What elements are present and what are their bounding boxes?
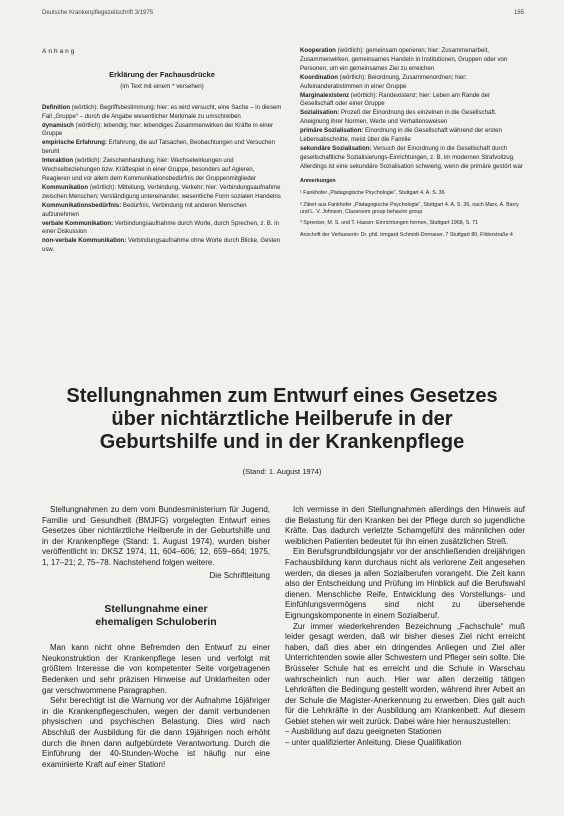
article-title xyxy=(30,385,534,454)
glossary-definition: (wörtlich): gemeinsam operieren; hier: Zusammenarbeit, Zusammenwirken, gemeinsames Handeln in Institutionen, Gruppen oder von Personen, um ein gemeinsames Ziel zu erreichen xyxy=(300,47,508,72)
section-title-line: ehemaligen Schuloberin xyxy=(95,616,217,629)
glossary-definition: Verbindungsaufnahme durch Worte, durch Sprechen, z. B. in einer Diskussion xyxy=(42,219,279,236)
glossary-definition: Erfahrung, die auf Tatsachen, Beobachtungen und Versuchen beruht xyxy=(42,139,275,156)
glossary-definition: Versuch der Einordnung in die Gesellschaft durch gesellschaftliche Sozialisierungs-Einrichtungen, z. B. im modernen Strafvollzug. Allerdings ist eine sekundäre Sozialisation schwierig, wenn die primäre gestört war xyxy=(300,144,523,170)
glossary-entry xyxy=(42,220,282,238)
glossary-entry xyxy=(300,74,524,92)
glossary-term: Interaktion xyxy=(42,157,74,165)
section-title-line: Stellungnahme einer xyxy=(104,603,208,616)
title-line: Stellungnahmen zum Entwurf eines Gesetzes xyxy=(66,385,498,407)
footnotes-heading: Anmerkungen xyxy=(300,177,336,184)
glossary-list xyxy=(42,104,282,255)
body-paragraph: Ich vermisse in den Stellungnahmen allerdings den Hinweis auf die Belastung für den Kranken bei der Pflege durch so jugendliche Kräfte. Das dadurch verletzte Schamgefühl des männlichen oder weiblichen Patienten bedeutet für ihn einen zusätzlichen Streß. xyxy=(285,505,525,546)
glossary-entry xyxy=(300,145,524,172)
title-line: über nichtärztliche Heilberufe in der xyxy=(111,408,453,430)
glossary-term: Kooperation xyxy=(300,47,336,54)
glossary-title: Erklärung der Fachausdrücke xyxy=(109,69,215,79)
glossary-entry xyxy=(42,122,282,140)
glossary-definition: (wörtlich): Begriffsbestimmung; hier: es wird versucht, eine Sache – in diesem Fall „Gruppe“ – durch die Angabe wesentlicher Merkmale zu umschreiben xyxy=(42,103,282,120)
editor-signature: Die Schriftleitung xyxy=(209,570,270,580)
glossary-entry xyxy=(42,202,282,220)
glossary-term: primäre Sozialisation: xyxy=(300,127,364,135)
glossary-term: empirische Erfahrung: xyxy=(42,139,108,147)
section-title xyxy=(42,603,270,629)
glossary-term: Definition xyxy=(42,103,71,111)
glossary-definition: Einordnung in die Gesellschaft während der ersten Lebensabschnitte, meist über die Familie xyxy=(300,127,502,144)
body-paragraph: Man kann nicht ohne Befremden den Entwurf zu einer Neukonstruktion der Krankenpflege lesen und verfolgt mit größtem Interesse die von kompetenter Seite vorgetragenen Bedenken und sehr präzisen Hinweise auf Unklarheiten oder gar verschwommene Paragraphen. xyxy=(42,643,270,695)
glossary-entry xyxy=(300,92,524,110)
glossary-subtitle: (im Text mit einem * versehen) xyxy=(120,82,204,90)
glossary-entry xyxy=(300,127,524,145)
intro-paragraph: Stellungnahmen zu dem vom Bundesministerium für Jugend, Familie und Gesundheit (BMJFG) vorgelegten Entwurf eines Gesetzes über nichtärztliche Heilberufe in der Geburtshilfe und in der Krankenpflege (Stand: 1. August 1974), wurden bisher veröffentlicht in: DKSZ 1974, 11, 604–606; 12, 659–664; 1975, 1, 17–21; 2, 75–78. Nachstehend folgen weitere. xyxy=(42,505,270,567)
glossary-definition: (wörtlich): Zwischenhandlung; hier: Wechselwirkungen und Wechselbeziehungen bzw. Kräftespiel in einer Gruppe, besonders auf Agieren, Reagieren und vor allem dem Kommunikationsbedürfnis der Gruppenmitglieder xyxy=(42,157,257,182)
footnote: ² Zitiert aus Fankhofer „Pädagogische Psychologie“, Stuttgart 4. A. S. 36, nach Marx, A. Barry und L. V. Johnson, Classroom group behavior group xyxy=(300,201,519,215)
glossary-left-column xyxy=(42,48,282,255)
glossary-term: Marginalexistenz xyxy=(300,91,350,99)
glossary-term: Kommunikation xyxy=(42,183,89,191)
glossary-definition: (wörtlich): Beiordnung, Zusammenordnen; hier: Aufeinanderabstimmen in einer Gruppe xyxy=(300,73,467,90)
list-item: – unter qualifizierter Anleitung. Diese Qualifikation xyxy=(285,738,462,748)
body-paragraph: Ein Berufsgrundbildungsjahr vor der anschließenden dreijährigen Fachausbildung kann durchaus nicht als verlorene Zeit angesehen werden, da dieses ja allen Sozialberufen vorangeht. Die Zeit kann also der Entscheidung und Prüfung im Hinblick auf die Berufswahl dienen. Menschliche Reife, Entwicklung des Vorstellungs- und Einfühlungsvermögens sind nicht zu übersehende Eignungskomponente in einem Sozialberuf. xyxy=(285,547,525,620)
list-item: – Ausbildung auf dazu geeigneten Stationen xyxy=(285,727,442,737)
glossary-definition: Bedürfnis, Verbindung mit anderen Menschen aufzunehmen xyxy=(42,201,247,218)
glossary-term: Koordination xyxy=(300,73,338,81)
footnote: ¹ Fankhofer „Pädagogische Psychologie“, Stuttgart 4. A. S. 36 xyxy=(300,190,445,197)
glossary-definition: Prozeß der Einordnung des einzelnen in die Gesellschaft. Aneignung ihrer Normen, Werte und Verhaltensweisen xyxy=(300,109,497,126)
glossary-term: Kommunikationsbedürfnis: xyxy=(42,201,122,209)
article-right-column xyxy=(285,505,525,749)
glossary-definition: (wörtlich): Mitteilung, Verbindung, Verkehr; hier: Verbindungsaufnahme zwischen Menschen; Verständigung untereinander, wesentliche Form sozialen Handelns xyxy=(42,183,281,200)
appendix-label: Anhang xyxy=(42,48,77,55)
article-left-column xyxy=(42,505,270,770)
body-paragraph: Sehr berechtigt ist die Warnung vor der Aufnahme 16jähriger in die Krankenpflegeschulen, wegen der damit verbundenen physischen und psychischen Belastung. Dies wird nach Abschluß der Ausbildung für die dann 19jährigen noch erhöht durch die ihnen dann aufgebürdete Verantwortung. Durch die Einführung der 40-Stunden-Woche ist häufig nur eine examinierte Kraft auf einer Station! xyxy=(42,696,270,769)
footnotes xyxy=(300,178,524,239)
glossary-entry xyxy=(42,104,282,122)
glossary-list-continued xyxy=(300,47,524,172)
glossary-definition: Verbindungsaufnahme ohne Worte durch Blicke, Gesten usw. xyxy=(42,237,280,254)
running-header xyxy=(42,10,524,16)
body-paragraph: Zur immer wiederkehrenden Bezeichnung „Fachschule“ muß leider gesagt werden, daß wir bisher dieses Ziel nicht erreicht haben, daß dies aber ein dringendes Anliegen und Ziel aller Unterrichtenden sowie aller Schwestern und Pfleger sein sollte. Die Brüsseler Schule hat es erreicht und die Schule in Warschau wahrscheinlich nun auch. Hier war allen derzeitig tätigen Lehrkräften die Bedingung gestellt worden, während ihrer Arbeit an der Schule die Magister-Anerkennung zu erwerben. Dies galt auch für die Lehrkräfte in der Ausbildung am Krankenbett. Auf diesem Gebiet stehen wir weit zurück. Dabei wäre hier herauszustellen: xyxy=(285,621,525,726)
glossary-term: Sozialisation: xyxy=(300,109,340,117)
title-line: Geburtshilfe und in der Krankenpflege xyxy=(99,431,465,453)
journal-name: Deutsche Krankenpflegezeitschrift 3/1975 xyxy=(42,10,154,16)
glossary-right-column xyxy=(300,47,524,243)
glossary-definition: (wörtlich): Randexistenz; hier: Leben am Rande der Gesellschaft oder einer Gruppe xyxy=(300,91,491,108)
glossary-entry xyxy=(42,237,282,255)
glossary-entry xyxy=(42,157,282,184)
glossary-term: non-verbale Kommunikation: xyxy=(42,237,127,245)
footnote: Anschrift der Verfasserin: Dr. phil. Irmgard Schmidt-Dornauer, 7 Stuttgart 80, Filderstraße 4 xyxy=(300,231,513,238)
glossary-term: dynamisch xyxy=(42,121,74,129)
glossary-entry xyxy=(300,47,524,74)
glossary-term: sekundäre Sozialisation: xyxy=(300,144,372,152)
glossary-term: verbale Kommunikation: xyxy=(42,219,114,227)
status-date: (Stand: 1. August 1974) xyxy=(242,467,322,476)
page-number: 185 xyxy=(513,10,524,16)
glossary-entry xyxy=(42,139,282,157)
glossary-entry xyxy=(300,109,524,127)
glossary-entry xyxy=(42,184,282,202)
glossary-definition: (wörtlich): lebendig; hier: lebendiges Zusammenwirken der Kräfte in einer Gruppe xyxy=(42,121,274,138)
footnote: ³ Sprenker, M. S. und T. Hassin: Einrichtungen formen, Stuttgart 1968, S. 71 xyxy=(300,220,479,227)
